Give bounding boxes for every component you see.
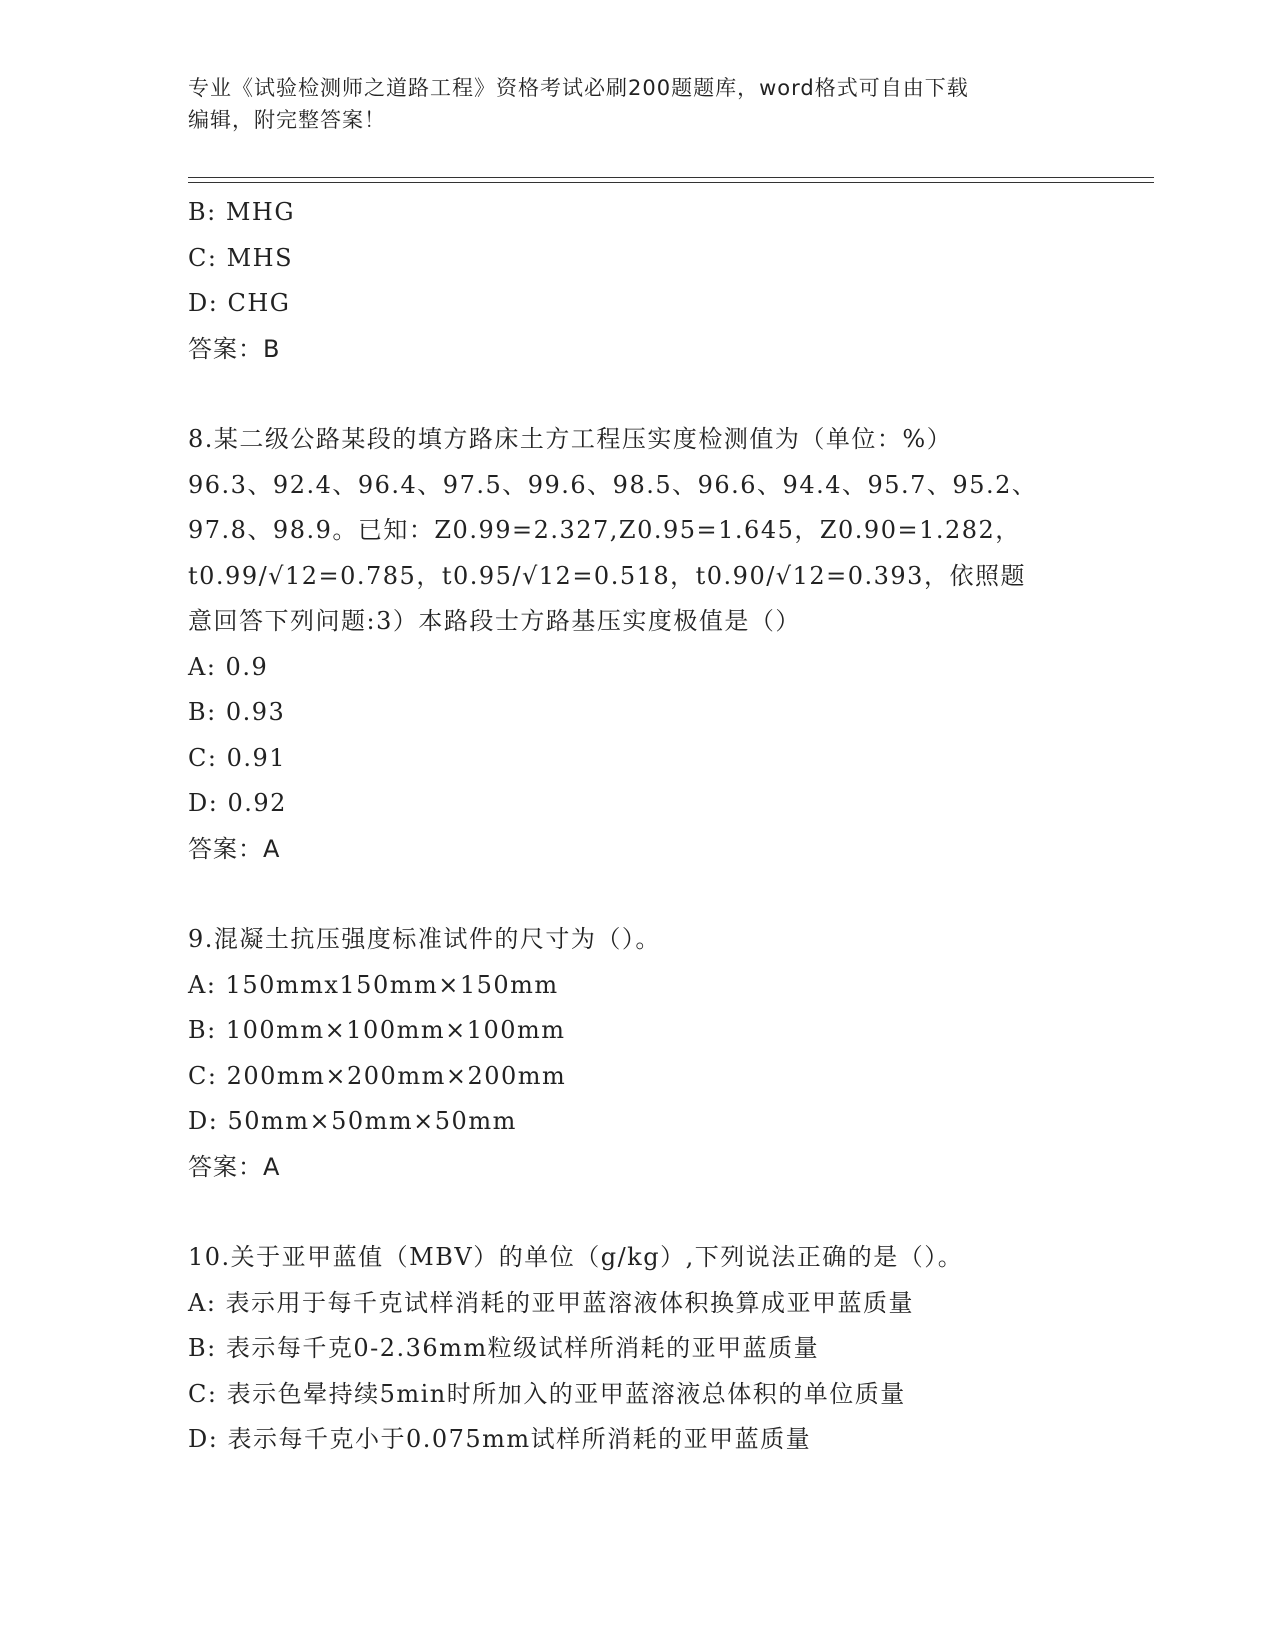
header-line-1: 专业《试验检测师之道路工程》资格考试必刷200题题库，word格式可自由下载: [188, 76, 969, 100]
spacer: [188, 372, 1088, 417]
option-d: D: 表示每千克小于0.075mm试样所消耗的亚甲蓝质量: [188, 1425, 812, 1453]
answer: 答案：A: [188, 1152, 281, 1181]
question-list: [188, 190, 1088, 1463]
spacer: [188, 1190, 1088, 1235]
question-stem-line: t0.99/√12=0.785，t0.95/√12=0.518，t0.90/√12=0.393，依照题: [188, 561, 1026, 590]
question-stem-line: 意回答下列问题:3）本路段士方路基压实度极值是（）: [188, 607, 801, 635]
question-stem-line: 8.某二级公路某段的填方路床土方工程压实度检测值为（单位：%）: [188, 425, 953, 453]
option-c: C: 0.91: [188, 743, 287, 772]
option-d: D: 0.92: [188, 789, 287, 817]
option-a: A: 表示用于每千克试样消耗的亚甲蓝溶液体积换算成亚甲蓝质量: [188, 1288, 915, 1317]
question-8: [188, 417, 1088, 872]
option-d: D: CHG: [188, 289, 291, 317]
option-c: C: 表示色晕持续5min时所加入的亚甲蓝溶液总体积的单位质量: [188, 1379, 906, 1408]
document-header: [188, 72, 1088, 136]
option-a: A: 0.9: [188, 652, 269, 681]
header-line-2: 编辑，附完整答案！: [188, 108, 386, 132]
question-stem-line: 10.关于亚甲蓝值（MBV）的单位（g/kg）,下列说法正确的是（）。: [188, 1243, 964, 1271]
question-9: [188, 917, 1088, 1190]
option-b: B: 100mm×100mm×100mm: [188, 1016, 566, 1044]
option-c: C: 200mm×200mm×200mm: [188, 1061, 567, 1090]
spacer: [188, 872, 1088, 917]
option-a: A: 150mmx150mm×150mm: [188, 970, 559, 999]
prev-question: [188, 190, 1088, 372]
header-rule-top: [188, 177, 1154, 178]
option-b: B: 表示每千克0-2.36mm粒级试样所消耗的亚甲蓝质量: [188, 1334, 820, 1362]
question-stem-line: 97.8、98.9。已知：Z0.99=2.327,Z0.95=1.645，Z0.90=1.282，: [188, 516, 1021, 544]
answer: 答案：A: [188, 834, 281, 863]
question-stem-line: 96.3、92.4、96.4、97.5、99.6、98.5、96.6、94.4、95.7、95.2、: [188, 470, 1038, 499]
header-rule-bottom: [188, 182, 1154, 183]
option-b: B: 0.93: [188, 698, 286, 726]
option-c: C: MHS: [188, 243, 294, 272]
question-10: [188, 1235, 1088, 1463]
question-stem-line: 9.混凝土抗压强度标准试件的尺寸为（）。: [188, 925, 661, 953]
answer: 答案：B: [188, 334, 281, 363]
option-b: B: MHG: [188, 198, 296, 226]
option-d: D: 50mm×50mm×50mm: [188, 1107, 517, 1135]
